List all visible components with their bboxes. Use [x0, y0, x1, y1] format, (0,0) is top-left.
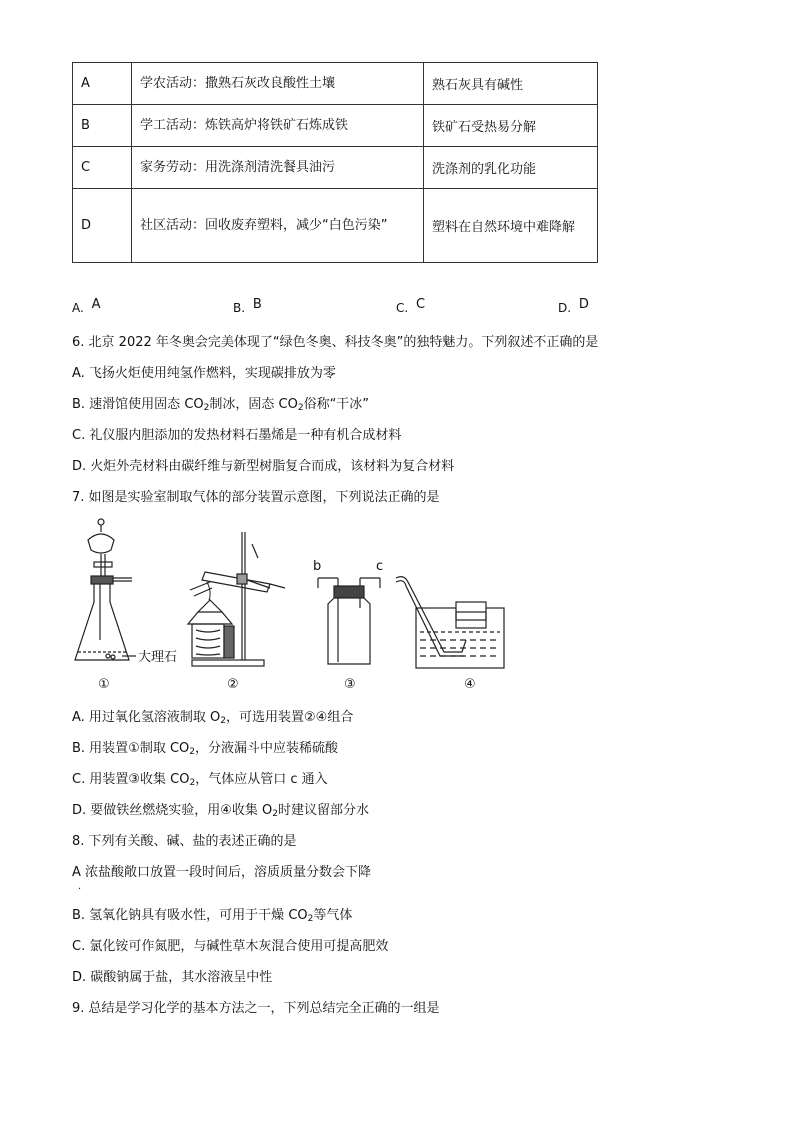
subscript: 2 — [189, 778, 196, 788]
text: 时建议留部分水 — [278, 803, 370, 818]
apparatus-1 — [75, 519, 136, 660]
table-row — [73, 63, 598, 105]
subscript: 2 — [272, 809, 279, 819]
q7-option-a[interactable] — [72, 706, 353, 726]
q8-option-a[interactable]: A 浓盐酸敞口放置一段时间后，溶质质量分数会下降 — [72, 865, 372, 880]
subscript: 2 — [307, 914, 314, 924]
text: 俗称“干冰” — [303, 397, 370, 412]
tube-c-label: c — [376, 559, 384, 574]
text: ，分液漏斗中应装稀硫酸 — [195, 741, 339, 756]
q5-option-d[interactable] — [558, 297, 589, 316]
text: D. 要做铁丝燃烧实验，用④收集 O — [72, 803, 273, 818]
subscript: 2 — [203, 403, 210, 413]
text: 等气体 — [313, 908, 353, 923]
text: B. 氢氧化钠具有吸水性，可用于干燥 CO — [72, 908, 308, 923]
option-label: B. — [233, 301, 246, 315]
text: A. 用过氧化氢溶液制取 O — [72, 710, 221, 725]
q7-stem: 7. 如图是实验室制取气体的部分装置示意图，下列说法正确的是 — [72, 490, 440, 505]
q6-option-d[interactable]: D. 火炬外壳材料由碳纤维与新型树脂复合而成，该材料为复合材料 — [72, 459, 455, 474]
q5-option-c[interactable] — [396, 297, 426, 316]
apparatus-number-2: ② — [227, 677, 239, 692]
q8-stem: 8. 下列有关酸、碱、盐的表述正确的是 — [72, 834, 297, 849]
q9-stem: 9. 总结是学习化学的基本方法之一，下列总结完全正确的一组是 — [72, 1001, 440, 1016]
q7-option-d[interactable] — [72, 799, 369, 819]
q8-option-d[interactable]: D. 碳酸钠属于盐，其水溶液呈中性 — [72, 970, 273, 985]
q6-option-a[interactable]: A. 飞扬火炬使用纯氢作燃料，实现碳排放为零 — [72, 366, 336, 381]
row-knowledge: 熟石灰具有碱性 — [424, 63, 598, 105]
option-value: B — [252, 297, 262, 312]
option-label: A. — [72, 301, 84, 315]
text: C. 用装置③收集 CO — [72, 772, 190, 787]
subscript: 2 — [220, 716, 227, 726]
row-letter: D — [73, 189, 132, 263]
q6-option-b[interactable] — [72, 393, 369, 413]
subscript: 2 — [297, 403, 304, 413]
apparatus-number-1: ① — [98, 677, 110, 692]
row-letter: A — [73, 63, 132, 105]
option-label: C. — [396, 301, 409, 315]
q7-option-c[interactable] — [72, 768, 328, 788]
q5-option-b[interactable] — [233, 297, 262, 316]
tube-b-label: b — [313, 559, 322, 574]
apparatus-figure — [70, 512, 510, 692]
table-row — [73, 189, 598, 263]
stray-dot: . — [78, 881, 82, 892]
q7-option-b[interactable] — [72, 737, 338, 757]
option-value: C — [416, 297, 426, 312]
q8-option-c[interactable]: C. 氯化铵可作氮肥，与碱性草木灰混合使用可提高肥效 — [72, 939, 389, 954]
row-knowledge: 洗涤剂的乳化功能 — [424, 147, 598, 189]
text: B. 用装置①制取 CO — [72, 741, 190, 756]
apparatus-4 — [396, 577, 504, 668]
apparatus-number-4: ④ — [464, 677, 476, 692]
apparatus-number-3: ③ — [344, 677, 356, 692]
row-activity: 社区活动：回收废弃塑料，减少“白色污染” — [132, 189, 424, 263]
marble-label: 大理石 — [138, 650, 178, 665]
option-value: D — [578, 297, 589, 312]
apparatus-2 — [188, 532, 285, 666]
row-activity: 学农活动：撒熟石灰改良酸性土壤 — [132, 63, 424, 105]
row-letter: C — [73, 147, 132, 189]
row-knowledge: 铁矿石受热易分解 — [424, 105, 598, 147]
table-row — [73, 105, 598, 147]
q6-stem: 6. 北京 2022 年冬奥会完美体现了“绿色冬奥、科技冬奥”的独特魅力。下列叙述不正确的是 — [72, 335, 599, 350]
q6-option-c[interactable]: C. 礼仪服内胆添加的发热材料石墨烯是一种有机合成材料 — [72, 428, 402, 443]
text: ，可选用装置②④组合 — [226, 710, 354, 725]
row-activity: 家务劳动：用洗涤剂清洗餐具油污 — [132, 147, 424, 189]
text: B. 速滑馆使用固态 CO — [72, 397, 204, 412]
q5-table — [72, 62, 598, 263]
option-label: D. — [558, 301, 572, 315]
q8-option-b[interactable] — [72, 904, 352, 924]
table-row — [73, 147, 598, 189]
text: ，气体应从管口 c 通入 — [195, 772, 328, 787]
apparatus-3 — [318, 578, 380, 664]
option-value: A — [91, 297, 101, 312]
row-activity: 学工活动：炼铁高炉将铁矿石炼成铁 — [132, 105, 424, 147]
row-letter: B — [73, 105, 132, 147]
q5-option-a[interactable] — [72, 297, 101, 316]
subscript: 2 — [189, 747, 196, 757]
row-knowledge: 塑料在自然环境中难降解 — [424, 189, 598, 263]
text: 制冰，固态 CO — [209, 397, 298, 412]
